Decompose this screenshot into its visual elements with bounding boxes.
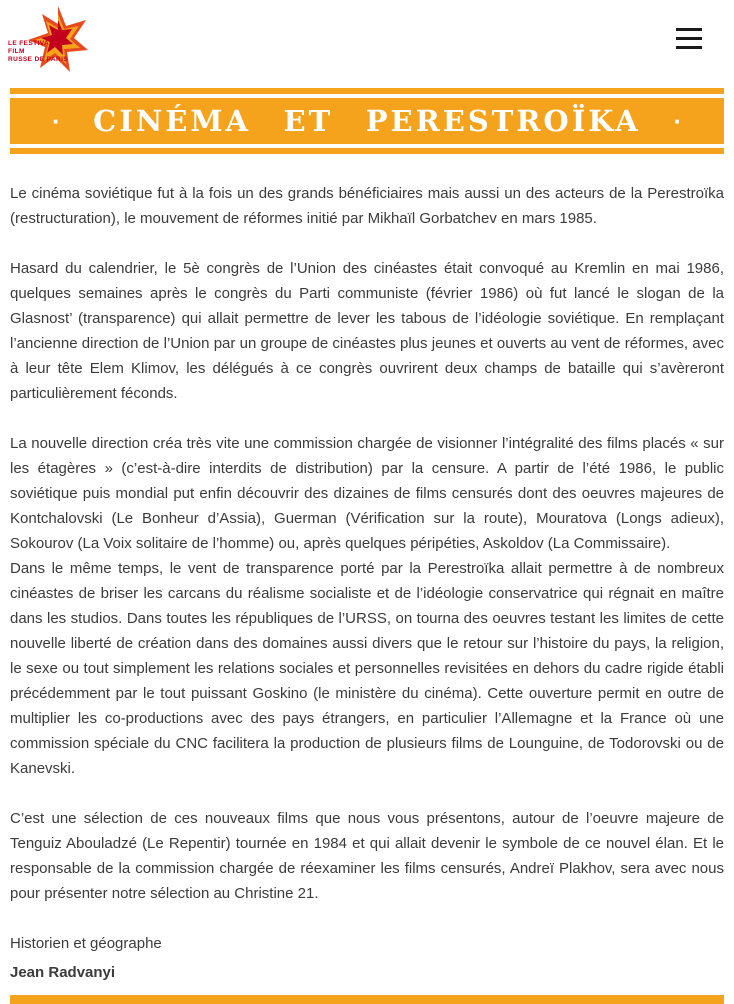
- author-name: Jean Radvanyi: [10, 964, 116, 981]
- festival-logo[interactable]: [8, 4, 103, 82]
- banner-rule-top: [10, 88, 724, 94]
- page-title-banner: [10, 88, 724, 154]
- title-dot-right: ·: [673, 106, 682, 136]
- article-paragraph: Dans le même temps, le vent de transparence porté par la Perestroïka allait permettre à de nombreux cinéastes de briser les carcans du réalisme socialiste et de l’idéologie conservatrice qui régnait en maître dans les studios. Dans toutes les républiques de l’URSS, on tourna des oeuvres testant les limites de cette nouvelle liberté de création dans des domaines aussi divers que le retour sur l’histoire du pays, la religion, le sexe ou tout simplement les relations sociales et personnelles revisitées en dehors du cadre rigide établi précédemment par le tout puissant Goskino (le ministère du cinéma). Cette ouverture permit en outre de multiplier les co-productions avec des pays étrangers, en particulier l’Allemagne et la France où une commission spéciale du CNC facilitera la production de plusieurs films de Lounguine, de Todorovski ou de Kanevski.: [10, 560, 724, 777]
- author-role: Historien et géographe: [10, 935, 162, 952]
- article-body: [10, 154, 724, 985]
- article-paragraph: Hasard du calendrier, le 5è congrès de l’Union des cinéastes était convoqué au Kremlin en mai 1986, quelques semaines après le congrès du Parti communiste (février 1986) où fut lancé le slogan de la Glasnost’ (transparence) qui allait permettre de lever les tabous de l’idéologie soviétique. En remplaçant l’ancienne direction de l’Union par un groupe de cinéastes plus jeunes et ouverts au vent de réformes, avec à leur tête Elem Klimov, les délégués à ce congrès ouvrirent deux champs de bataille qui s’avèreront particulièrement féconds.: [10, 260, 724, 402]
- menu-button[interactable]: [674, 26, 704, 50]
- menu-bar: [676, 46, 702, 49]
- page-title: [61, 103, 674, 138]
- article-paragraph: C’est une sélection de ces nouveaux films que nous vous présentons, autour de l’oeuvre majeure de Tenguiz Abouladzé (Le Repentir) tournée en 1984 et qui allait devenir le symbole de ce nouvel élan. Et le responsable de la commission chargée de réexaminer les films censurés, Andreï Plakhov, sera avec nous pour présenter notre sélection au Christine 21.: [10, 810, 724, 902]
- logo-text-line2: RUSSE DE PARIS: [8, 56, 69, 63]
- article-paragraph: La nouvelle direction créa très vite une commission chargée de visionner l’intégralité des films placés « sur les étagères » (c’est-à-dire interdits de distribution) par la censure. A partir de l’été 1986, le public soviétique puis mondial put enfin découvrir des dizaines de films censurés dont des oeuvres majeures de Kontchalovski (Le Bonheur d’Assia), Guerman (Vérification sur la route), Mouratova (Longs adieux), Sokourov (La Voix solitaire de l’homme) ou, après quelques péripéties, Askoldov (La Commissaire).: [10, 435, 724, 552]
- article-paragraph: Le cinéma soviétique fut à la fois un des grands bénéficiaires mais aussi un des acteurs de la Perestroïka (restructuration), le mouvement de réformes initié par Mikhaïl Gorbatchev en mars 1985.: [10, 185, 724, 227]
- hamburger-icon: [676, 28, 702, 49]
- page-title-word: PERESTROÏKA: [365, 103, 641, 138]
- page-header: [0, 0, 734, 88]
- menu-bar: [676, 28, 702, 31]
- logo-text: [8, 40, 78, 64]
- footer-bar: [10, 995, 724, 1004]
- page-title-word: ET: [283, 103, 334, 138]
- title-dot-left: ·: [52, 106, 61, 136]
- page-title-word: CINÉMA: [93, 103, 252, 138]
- logo-text-line1: LE FESTIVAL DU FILM: [8, 40, 66, 55]
- menu-bar: [676, 37, 702, 40]
- banner-band: [10, 98, 724, 144]
